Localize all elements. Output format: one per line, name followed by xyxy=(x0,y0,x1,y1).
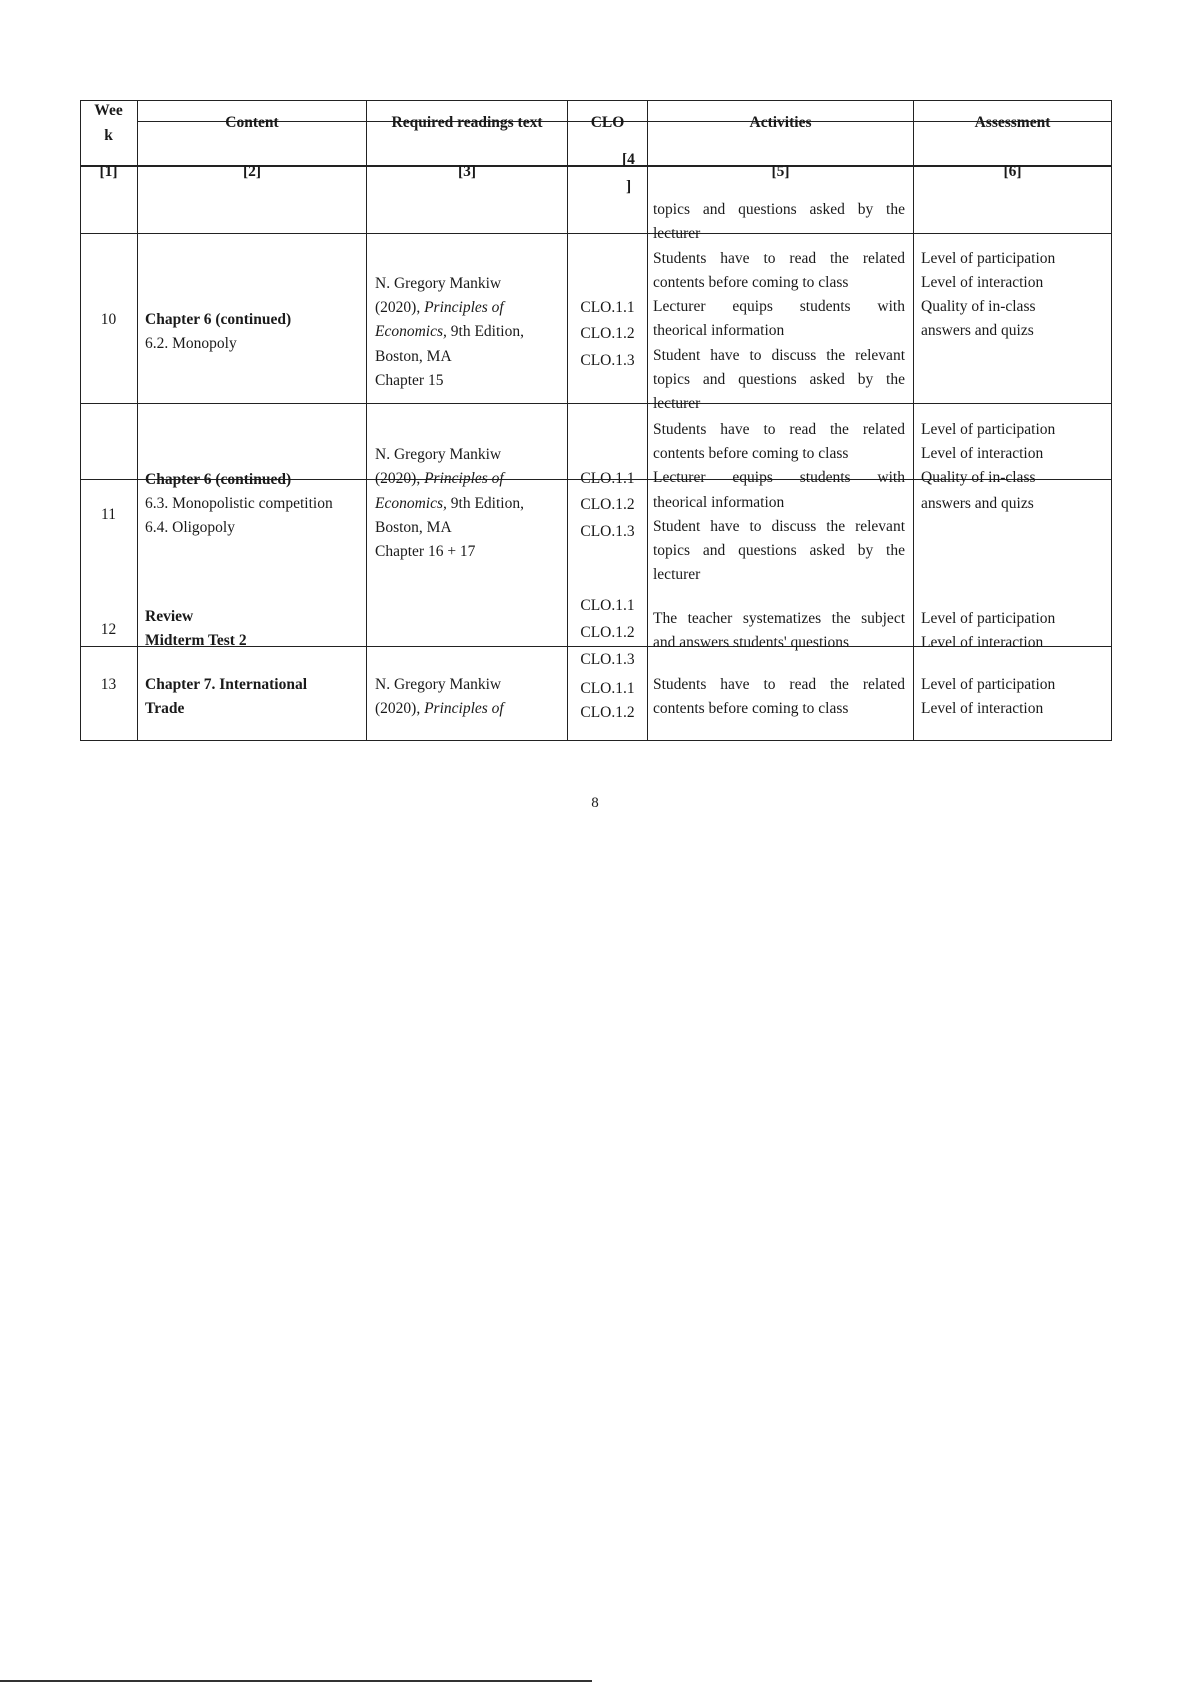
clo-code: CLO.1.1 xyxy=(580,597,635,614)
reading-title: Principles of xyxy=(424,299,504,316)
assessment-line: Level of participation xyxy=(921,421,1056,438)
chapter-title: Chapter 6 (continued) xyxy=(145,311,292,328)
assessment-line: answers and quizs xyxy=(921,495,1034,512)
header-week-line1: Wee xyxy=(94,102,123,119)
header-activities: Activities xyxy=(749,114,812,131)
activity-line: theorical information xyxy=(653,322,785,339)
chapter-title: Chapter 6 (continued) xyxy=(145,471,292,488)
clo-code: CLO.1.3 xyxy=(580,352,635,369)
reading-edition: 9th Edition, xyxy=(446,495,524,512)
reading-author: N. Gregory Mankiw xyxy=(375,275,502,292)
row-divider xyxy=(80,403,1112,404)
assessment-line: answers and quizs xyxy=(921,322,1034,339)
clo-code: CLO.1.3 xyxy=(580,651,635,668)
chapter-title: Chapter 7. International xyxy=(145,676,308,693)
table-border-top xyxy=(80,100,1112,101)
reading-author: N. Gregory Mankiw xyxy=(375,676,502,693)
clo-code: CLO.1.2 xyxy=(580,624,635,641)
index-5: [5] xyxy=(771,163,790,180)
clo-code: CLO.1.1 xyxy=(580,680,635,697)
reading-citation xyxy=(375,697,504,721)
reading-title: Principles of xyxy=(424,700,504,717)
week-number: 12 xyxy=(100,621,117,638)
index-1: [1] xyxy=(99,163,118,180)
reading-title: Economics, xyxy=(375,323,447,340)
review-label: Review xyxy=(145,608,194,625)
reading-edition: 9th Edition, xyxy=(446,323,524,340)
clo-code: CLO.1.2 xyxy=(580,496,635,513)
midterm-label: Midterm Test 2 xyxy=(145,632,247,649)
week-number: 11 xyxy=(101,506,116,523)
topic: 6.2. Monopoly xyxy=(145,335,237,352)
activity-line: lecturer xyxy=(653,395,701,412)
header-content: Content xyxy=(225,114,279,131)
row-divider xyxy=(80,233,1112,234)
activity-line: Student have to discuss the relevant xyxy=(653,518,905,535)
activity-line: contents before coming to class xyxy=(653,700,849,717)
activity-line: Student have to discuss the relevant xyxy=(653,347,905,364)
week-number: 13 xyxy=(100,676,117,693)
index-6: [6] xyxy=(1003,163,1022,180)
reading-year: (2020), xyxy=(375,700,425,717)
assessment-line: Quality of in-class xyxy=(921,298,1036,315)
index-4-line2: ] xyxy=(626,178,632,195)
column-line xyxy=(137,100,138,741)
clo-code: CLO.1.1 xyxy=(580,470,635,487)
index-4-line1: [4 xyxy=(622,151,635,168)
table-border-bottom xyxy=(80,740,1112,741)
reading-place: Boston, MA xyxy=(375,519,452,536)
activity-line: theorical information xyxy=(653,494,785,511)
header-readings: Required readings text xyxy=(391,114,543,131)
footer-rule xyxy=(0,1680,592,1682)
index-2: [2] xyxy=(242,163,262,180)
reading-edition-line xyxy=(375,320,524,344)
column-line xyxy=(1111,100,1112,741)
week-number: 10 xyxy=(100,311,117,328)
clo-code: CLO.1.3 xyxy=(580,523,635,540)
column-line xyxy=(80,100,81,741)
assessment-line: Level of participation xyxy=(921,610,1056,627)
assessment-line: Level of interaction xyxy=(921,700,1044,717)
reading-citation xyxy=(375,296,504,320)
column-line xyxy=(647,100,648,741)
activity-line: The teacher systematizes the subject xyxy=(653,610,905,627)
clo-code: CLO.1.2 xyxy=(580,325,635,342)
reading-year: (2020), xyxy=(375,299,425,316)
reading-title: Principles of xyxy=(424,470,504,487)
reading-place: Boston, MA xyxy=(375,348,452,365)
reading-year: (2020), xyxy=(375,470,425,487)
assessment-line: Level of interaction xyxy=(921,634,1044,651)
activity-line: contents before coming to class xyxy=(653,274,849,291)
activity-line: Lecturer equips students with xyxy=(653,298,905,315)
assessment-line: Level of participation xyxy=(921,676,1056,693)
carryover-activity-line: topics and questions asked by the xyxy=(653,201,905,218)
activity-line: Students have to read the related xyxy=(653,676,905,693)
reading-citation xyxy=(375,467,504,491)
topic: 6.4. Oligopoly xyxy=(145,519,235,536)
assessment-line: Level of participation xyxy=(921,250,1056,267)
column-line xyxy=(913,100,914,741)
activity-line: Students have to read the related xyxy=(653,250,905,267)
assessment-line: Level of interaction xyxy=(921,274,1044,291)
activity-line: lecturer xyxy=(653,566,701,583)
header-clo: CLO xyxy=(590,114,625,131)
header-week-line2: k xyxy=(104,127,113,144)
page-number: 8 xyxy=(591,795,599,811)
assessment-line: Level of interaction xyxy=(921,445,1044,462)
activity-line: Students have to read the related xyxy=(653,421,905,438)
chapter-title: Trade xyxy=(145,700,185,717)
activity-line: topics and questions asked by the xyxy=(653,542,905,559)
index-3: [3] xyxy=(457,163,477,180)
reading-chapter: Chapter 15 xyxy=(375,372,444,389)
reading-title: Economics, xyxy=(375,495,447,512)
assessment-line: Quality of in-class xyxy=(921,469,1036,486)
reading-author: N. Gregory Mankiw xyxy=(375,446,502,463)
activity-line: contents before coming to class xyxy=(653,445,849,462)
header-assessment: Assessment xyxy=(974,114,1051,131)
activity-line: topics and questions asked by the xyxy=(653,371,905,388)
column-line xyxy=(366,100,367,741)
reading-chapter: Chapter 16 + 17 xyxy=(375,543,476,560)
activity-line: Lecturer equips students with xyxy=(653,469,905,486)
clo-code: CLO.1.2 xyxy=(580,704,635,721)
clo-code: CLO.1.1 xyxy=(580,299,635,316)
carryover-activity-line: lecturer xyxy=(653,225,701,242)
topic: 6.3. Monopolistic competition xyxy=(145,495,333,512)
activity-line: and answers students' questions xyxy=(653,634,850,651)
reading-edition-line xyxy=(375,492,524,516)
